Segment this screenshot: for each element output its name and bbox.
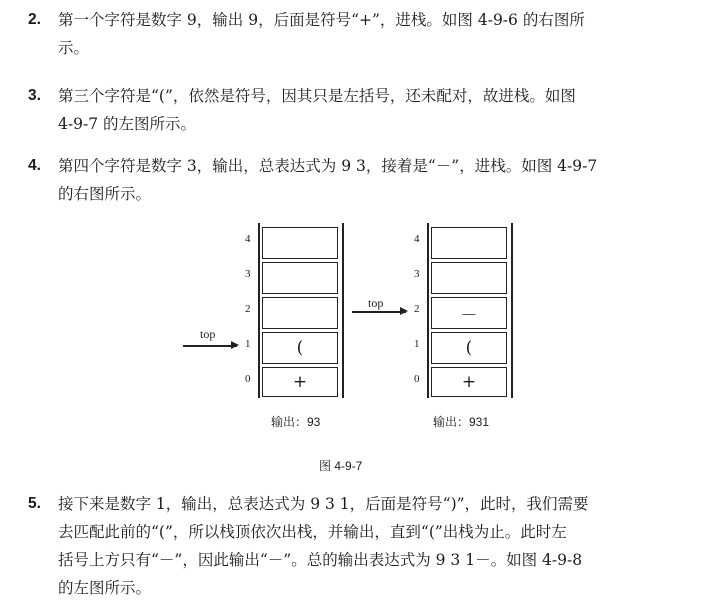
item-number: 4.: [28, 157, 41, 174]
stack-cell-3: [262, 262, 338, 294]
item-text-line: 第三个字符是“(”，依然是符号，因其只是左括号，还未配对，故进栈。如图: [58, 87, 576, 105]
stack-index: 0: [414, 373, 420, 385]
item-text-line: 示。: [58, 39, 90, 57]
stack-index: 1: [414, 338, 420, 350]
item-number: 3.: [28, 87, 41, 104]
top-pointer-label: top: [200, 327, 216, 341]
figure-title: 图 4-9-7: [319, 459, 363, 473]
item-number: 2.: [28, 11, 41, 28]
stack-index: 3: [414, 268, 420, 280]
output-caption: 输出：931: [433, 415, 490, 429]
stack-cell-4: [262, 227, 338, 259]
item-text-line: 的左图所示。: [58, 579, 152, 597]
item-text-line: 第四个字符是数字 3，输出，总表达式为 9 3，接着是“－”，进栈。如图 4-9-7: [58, 157, 598, 175]
item-number: 5.: [28, 495, 41, 512]
stack-cell-3: [431, 262, 507, 294]
stack-wall-right: [342, 223, 344, 398]
stack-wall-right: [511, 223, 513, 398]
item-text-line: 括号上方只有“－”，因此输出“－”。总的输出表达式为 9 3 1－。如图 4-9-8: [58, 551, 583, 569]
item-text-line: 接下来是数字 1，输出，总表达式为 9 3 1，后面是符号“)”，此时，我们需要: [58, 495, 589, 513]
stack-cell-1: (: [262, 332, 338, 364]
stack-wall-left: [258, 223, 260, 398]
stack-index: 4: [414, 233, 420, 245]
item-text-line: 的右图所示。: [58, 185, 152, 203]
stack-index: 1: [245, 338, 251, 350]
stack-cell-4: [431, 227, 507, 259]
item-text-line: 4-9-7 的左图所示。: [58, 115, 196, 133]
output-caption: 输出：93: [271, 415, 321, 429]
item-text-line: 第一个字符是数字 9，输出 9，后面是符号“+”，进栈。如图 4-9-6 的右图所: [58, 11, 585, 29]
item-text-line: 去匹配此前的“(”，所以栈顶依次出栈，并输出，直到“(”出栈为止。此时左: [58, 523, 567, 541]
stack-index: 0: [245, 373, 251, 385]
stack-index: 2: [414, 303, 420, 315]
stack-index: 2: [245, 303, 251, 315]
left-stack: [258, 223, 344, 398]
stack-cell-1: (: [431, 332, 507, 364]
top-pointer-arrow: [352, 311, 406, 313]
stack-cell-0: +: [262, 367, 338, 397]
top-pointer-arrow: [183, 345, 237, 347]
stack-index: 4: [245, 233, 251, 245]
stack-cell-2: －: [431, 297, 507, 329]
stack-index: 3: [245, 268, 251, 280]
stack-cell-2: [262, 297, 338, 329]
right-stack: [427, 223, 513, 398]
top-pointer-label: top: [368, 296, 384, 310]
stack-wall-left: [427, 223, 429, 398]
stack-cell-0: +: [431, 367, 507, 397]
